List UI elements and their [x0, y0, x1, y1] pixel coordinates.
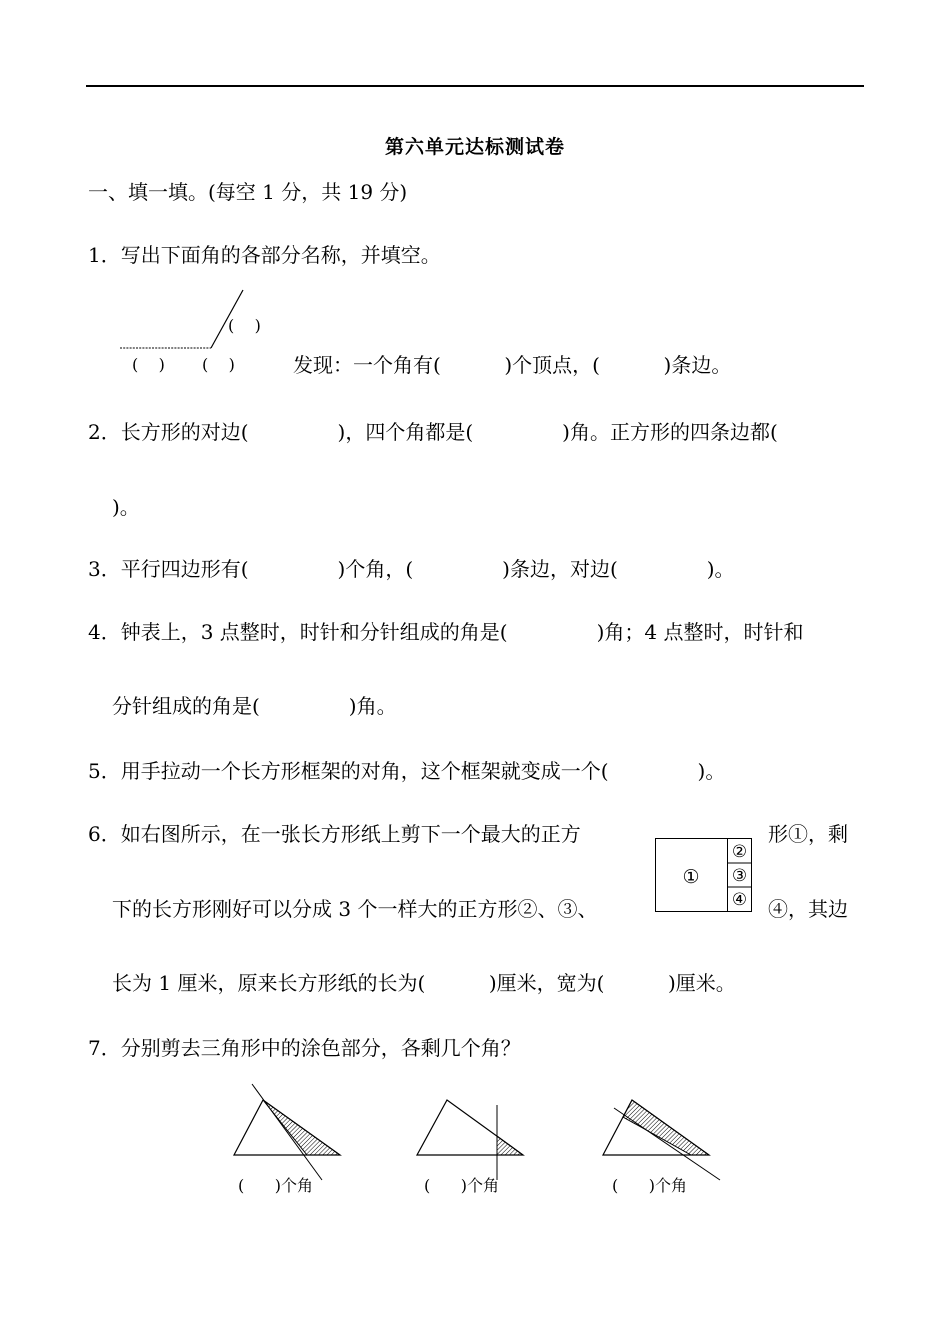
triangle-figures: [0, 1070, 950, 1180]
triangle-1: [234, 1084, 340, 1180]
question-5: 5．用手拉动一个长方形框架的对角，这个框架就变成一个( )。: [88, 759, 726, 783]
question-1-text: 1．写出下面角的各部分名称，并填空。: [88, 243, 441, 267]
question-6-line3: 长为 1 厘米，原来长方形纸的长为( )厘米，宽为( )厘米。: [112, 971, 736, 995]
square-1-label: ①: [682, 866, 700, 888]
triangle-1-answer: ( )个角: [238, 1176, 314, 1195]
square-4-label: ④: [731, 890, 748, 910]
section-heading: 一、填一填。(每空 1 分，共 19 分): [88, 180, 408, 204]
question-6-line2-right: ④，其边: [768, 897, 848, 921]
question-6-line1-right: 形①，剩: [768, 822, 848, 846]
top-rule: [86, 85, 864, 87]
question-4-line1: 4．钟表上，3 点整时，时针和分针组成的角是( )角；4 点整时，时针和: [88, 620, 804, 644]
question-2-line1: 2．长方形的对边( )，四个角都是( )角。正方形的四条边都(: [88, 420, 778, 444]
question-4-line2: 分针组成的角是( )角。: [112, 694, 397, 718]
question-3: 3．平行四边形有( )个角，( )条边，对边( )。: [88, 557, 735, 581]
question-6-line1-left: 6．如右图所示，在一张长方形纸上剪下一个最大的正方: [88, 822, 581, 846]
square-3-label: ③: [731, 866, 748, 886]
triangle-3: [603, 1100, 720, 1180]
angle-label-vertex: ( ): [202, 355, 235, 374]
angle-label-side-top: ( ): [228, 316, 261, 335]
triangle-2: [417, 1100, 523, 1180]
square-2-label: ②: [731, 842, 748, 862]
triangle-2-answer: ( )个角: [424, 1176, 500, 1195]
question-6-line2-left: 下的长方形刚好可以分成 3 个一样大的正方形②、③、: [112, 897, 598, 921]
page-title: 第六单元达标测试卷: [384, 136, 565, 158]
squares-figure: [655, 838, 755, 914]
question-7-text: 7．分别剪去三角形中的涂色部分，各剩几个角？: [88, 1036, 521, 1060]
angle-label-side-bottom: ( ): [132, 355, 165, 374]
triangle-3-answer: ( )个角: [612, 1176, 688, 1195]
question-2-line2: )。: [112, 495, 140, 519]
question-1-finding: 发现：一个角有( )个顶点，( )条边。: [293, 353, 732, 377]
